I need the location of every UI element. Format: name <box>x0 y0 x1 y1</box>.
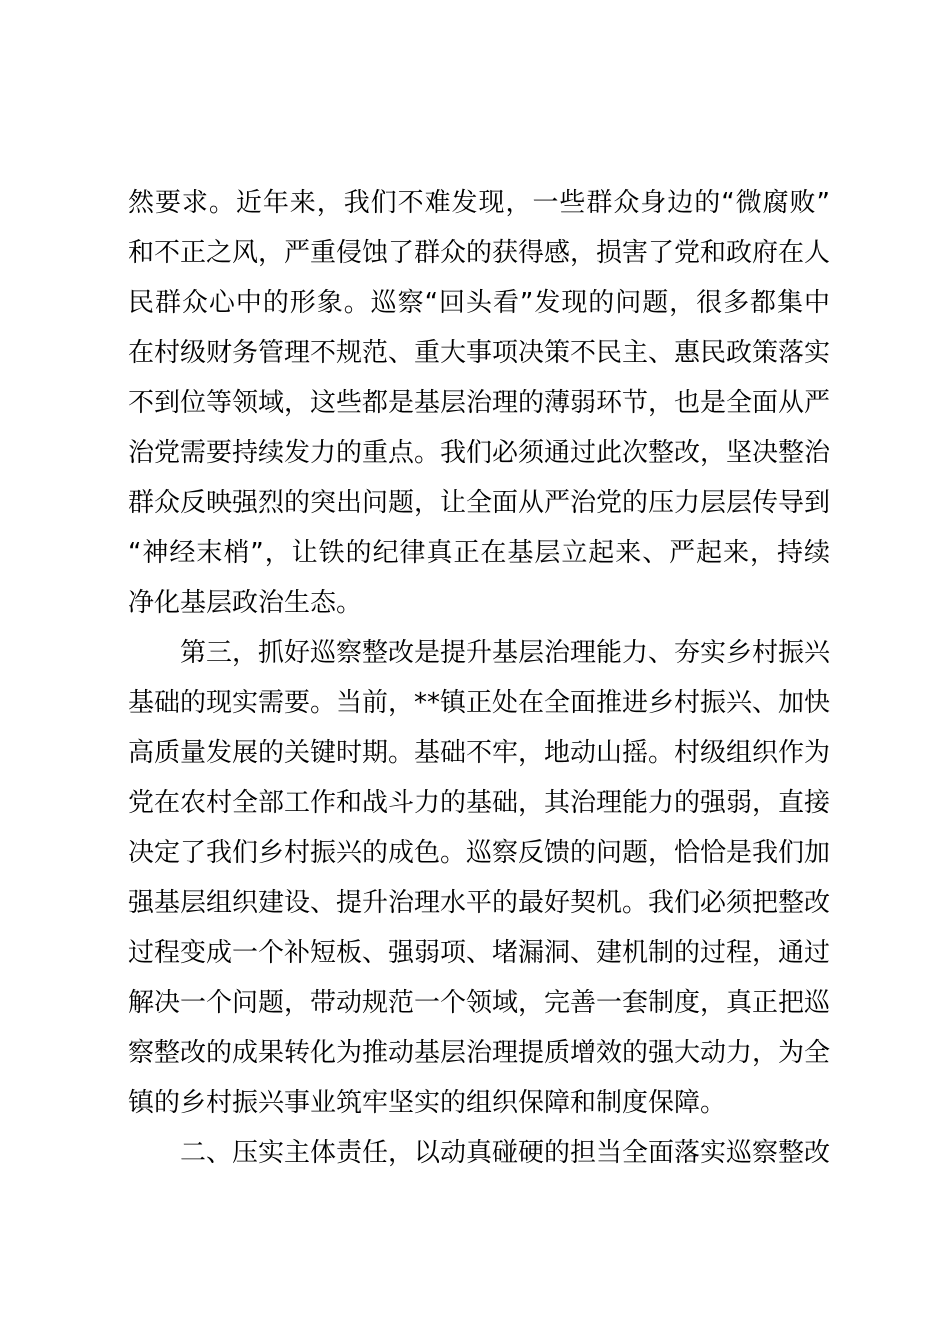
document-page <box>128 178 830 1178</box>
text-line: 镇的乡村振兴事业筑牢坚实的组织保障和制度保障。 <box>128 1088 727 1118</box>
text-line: 过程变成一个补短板、强弱项、堵漏洞、建机制的过程，通过 <box>128 938 831 968</box>
text-line: 第三，抓好巡察整改是提升基层治理能力、夯实乡村振兴 <box>180 638 831 668</box>
text-line: 决定了我们乡村振兴的成色。巡察反馈的问题，恰恰是我们加 <box>128 838 831 868</box>
text-line: “神经末梢”，让铁的纪律真正在基层立起来、严起来，持续 <box>128 538 830 568</box>
text-line: 高质量发展的关键时期。基础不牢，地动山摇。村级组织作为 <box>128 738 831 768</box>
text-line: 不到位等领域，这些都是基层治理的薄弱环节，也是全面从严 <box>128 388 831 418</box>
text-line: 基础的现实需要。当前，**镇正处在全面推进乡村振兴、加快 <box>128 688 831 718</box>
section-heading: 二、压实主体责任，以动真碰硬的担当全面落实巡察整改 <box>180 1138 831 1168</box>
text-line: 治党需要持续发力的重点。我们必须通过此次整改，坚决整治 <box>128 438 831 468</box>
text-line: 民群众心中的形象。巡察“回头看”发现的问题，很多都集中 <box>128 288 830 318</box>
paragraph-1 <box>128 178 830 628</box>
text-line: 强基层组织建设、提升治理水平的最好契机。我们必须把整改 <box>128 888 831 918</box>
text-line: 然要求。近年来，我们不难发现，一些群众身边的“微腐败” <box>128 188 830 218</box>
text-line: 和不正之风，严重侵蚀了群众的获得感，损害了党和政府在人 <box>128 238 831 268</box>
paragraph-2 <box>128 628 830 1128</box>
text-line: 察整改的成果转化为推动基层治理提质增效的强大动力，为全 <box>128 1038 831 1068</box>
text-line: 净化基层政治生态。 <box>128 588 363 618</box>
text-line: 党在农村全部工作和战斗力的基础，其治理能力的强弱，直接 <box>128 788 831 818</box>
text-line: 解决一个问题，带动规范一个领域，完善一套制度，真正把巡 <box>128 988 831 1018</box>
text-line: 群众反映强烈的突出问题，让全面从严治党的压力层层传导到 <box>128 488 831 518</box>
text-line: 在村级财务管理不规范、重大事项决策不民主、惠民政策落实 <box>128 338 831 368</box>
